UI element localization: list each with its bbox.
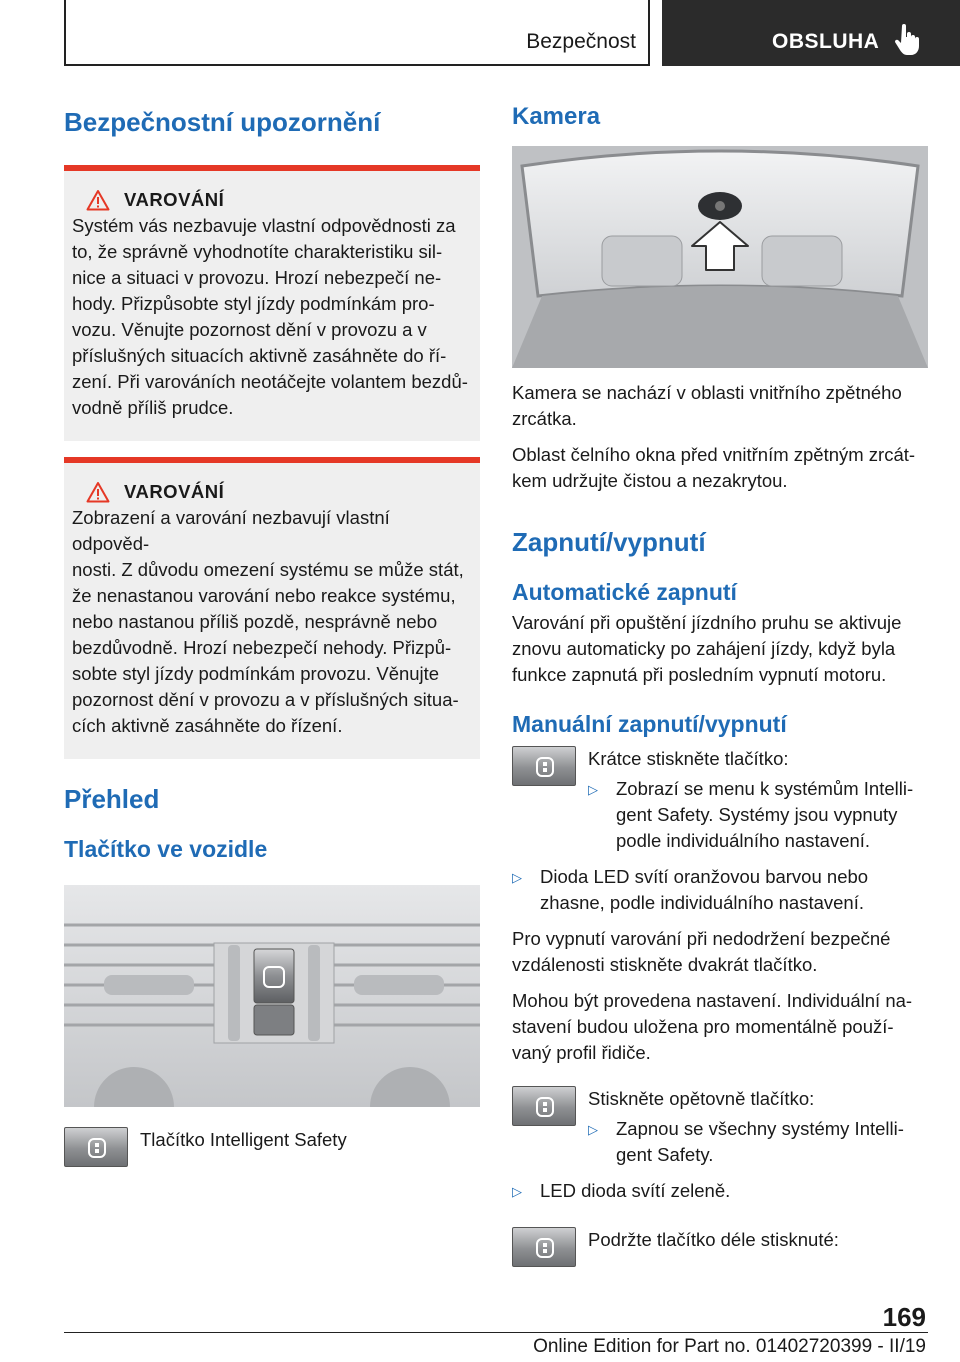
text-line: zrcátka. (512, 408, 577, 429)
text-line: gent Safety. Systémy jsou vypnuty (616, 804, 898, 825)
text-line: podle individuálního nastavení. (616, 830, 871, 851)
warning-line: vozu. Věnujte pozornost dění v provozu a v (72, 319, 427, 340)
warning-line: zení. Při varováních neotáčejte volantem bezdů- (72, 371, 468, 392)
triangle-bullet-icon: ▷ (512, 1184, 522, 1199)
warning-box-2 (64, 457, 480, 759)
triangle-bullet-icon: ▷ (588, 782, 598, 797)
text-line: Zapnou se všechny systémy Intelli- (616, 1118, 904, 1139)
intelligent-safety-icon (87, 1136, 107, 1160)
camera-photo (512, 146, 928, 368)
text-line: Zobrazí se menu k systémům Intelli- (616, 778, 914, 799)
bullet-item (588, 776, 913, 854)
text-line: gent Safety. (616, 1144, 714, 1165)
long-press-text: Podržte tlačítko déle stisknuté: (588, 1229, 839, 1250)
warning-line: Zobrazení a varování nezbavují vlastní odpověd- (72, 507, 390, 554)
warning-line: příslušných situacích aktivně zasáhněte do ří- (72, 345, 447, 366)
on-off-heading: Zapnutí/vypnutí (512, 527, 706, 557)
short-press-row (512, 746, 928, 854)
text-line: Oblast čelního okna před vnitřním zpětným zrcát- (512, 444, 916, 465)
warning-line: že nenastanou varování nebo reakce systému, (72, 585, 456, 606)
header-left-tick (64, 0, 66, 66)
text-line: Pro vypnutí varování při nedodržení bezpečné (512, 928, 891, 949)
safety-notes-heading: Bezpečnostní upozornění (64, 107, 381, 137)
long-press-row (512, 1227, 928, 1267)
warning-line: Systém vás nezbavuje vlastní odpovědnosti za (72, 215, 456, 236)
press-again-text: Stiskněte opětovně tlačítko: (588, 1088, 815, 1109)
warning-line: to, že správně vyhodnotíte charakteristiku sil- (72, 241, 443, 262)
intelligent-safety-button[interactable] (64, 1127, 128, 1167)
double-press-text (512, 926, 928, 978)
camera-illustration (512, 146, 928, 368)
warning-line: vodně příliš prudce. (72, 397, 234, 418)
triangle-bullet-icon: ▷ (588, 1122, 598, 1137)
page-number: 169 (882, 1302, 926, 1332)
intelligent-safety-caption: Tlačítko Intelligent Safety (140, 1129, 347, 1150)
warning-triangle-icon (86, 189, 110, 211)
text-line: LED dioda svítí zeleně. (540, 1180, 731, 1201)
intelligent-safety-icon (535, 1236, 555, 1260)
warning-line: sobte styl jízdy podmínkám provozu. Věnujte (72, 663, 440, 684)
camera-cleaning-text (512, 442, 928, 494)
intelligent-safety-button[interactable] (512, 746, 576, 786)
camera-location-text (512, 380, 928, 432)
header-rule (64, 64, 650, 66)
dashboard-illustration (64, 885, 480, 1107)
hand-pointer-icon (894, 24, 920, 56)
text-line: zhasne, podle individuálního nastavení. (540, 892, 864, 913)
auto-on-text (512, 610, 928, 688)
overview-heading: Přehled (64, 784, 160, 814)
text-line: vzdálenosti stiskněte dvakrát tlačítko. (512, 954, 818, 975)
right-column (512, 100, 928, 1267)
intelligent-safety-button[interactable] (512, 1227, 576, 1267)
text-line: Kamera se nachází v oblasti vnitřního zpětného (512, 382, 902, 403)
bullet-item (512, 864, 928, 916)
warning-line: cích aktivně zasáhněte do řízení. (72, 715, 343, 736)
dashboard-button-photo (64, 885, 480, 1107)
warning-title-1: VAROVÁNÍ (124, 189, 225, 210)
warning-title-2: VAROVÁNÍ (124, 481, 225, 502)
warning-line: nosti. Z důvodu omezení systému se může stát, (72, 559, 464, 580)
press-again-row (512, 1086, 928, 1168)
header-section-title: Bezpečnost (526, 30, 636, 53)
warning-text-2 (72, 505, 470, 739)
text-line: kem udržujte čistou a nezakrytou. (512, 470, 788, 491)
warning-line: nice a situaci v provozu. Hrozí nebezpečí ne- (72, 267, 442, 288)
text-line: Mohou být provedena nastavení. Individuální na- (512, 990, 913, 1011)
intelligent-safety-legend (64, 1127, 480, 1167)
text-line: Varování při opuštění jízdního pruhu se aktivuje (512, 612, 902, 633)
left-column (64, 100, 480, 1167)
warning-text-1 (72, 213, 470, 421)
header-chapter-tab[interactable] (662, 0, 960, 66)
warning-triangle-icon (86, 481, 110, 503)
text-line: vaný profil řidiče. (512, 1042, 651, 1063)
short-press-text: Krátce stiskněte tlačítko: (588, 748, 789, 769)
auto-on-heading: Automatické zapnutí (512, 579, 737, 605)
bullet-item (588, 1116, 904, 1168)
intelligent-safety-icon (535, 1095, 555, 1119)
header-chapter-label: OBSLUHA (772, 30, 880, 53)
manual-on-off-heading: Manuální zapnutí/vypnutí (512, 711, 787, 737)
header-right-tick (648, 0, 650, 66)
footer-rule (64, 1332, 928, 1333)
intelligent-safety-button[interactable] (512, 1086, 576, 1126)
warning-line: pozornost dění v provozu a v příslušných situa- (72, 689, 459, 710)
warning-line: bezdůvodně. Hrozí nebezpečí nehody. Přizpů- (72, 637, 452, 658)
intelligent-safety-icon (535, 755, 555, 779)
text-line: znovu automaticky po zahájení jízdy, když byla (512, 638, 896, 659)
button-in-vehicle-heading: Tlačítko ve vozidle (64, 836, 268, 862)
text-line: funkce zapnutá při posledním vypnutí motoru. (512, 664, 887, 685)
warning-box-1 (64, 165, 480, 441)
edition-text: Online Edition for Part no. 01402720399 - II/19 (533, 1336, 926, 1357)
warning-line: hody. Přizpůsobte styl jízdy podmínkám pro- (72, 293, 435, 314)
text-line: stavení budou uložena pro momentálně použí- (512, 1016, 894, 1037)
bullet-item (512, 1178, 928, 1205)
triangle-bullet-icon: ▷ (512, 870, 522, 885)
text-line: Dioda LED svítí oranžovou barvou nebo (540, 866, 869, 887)
settings-text (512, 988, 928, 1066)
warning-line: nebo nastanou příliš pozdě, nesprávně nebo (72, 611, 438, 632)
camera-heading: Kamera (512, 103, 601, 130)
